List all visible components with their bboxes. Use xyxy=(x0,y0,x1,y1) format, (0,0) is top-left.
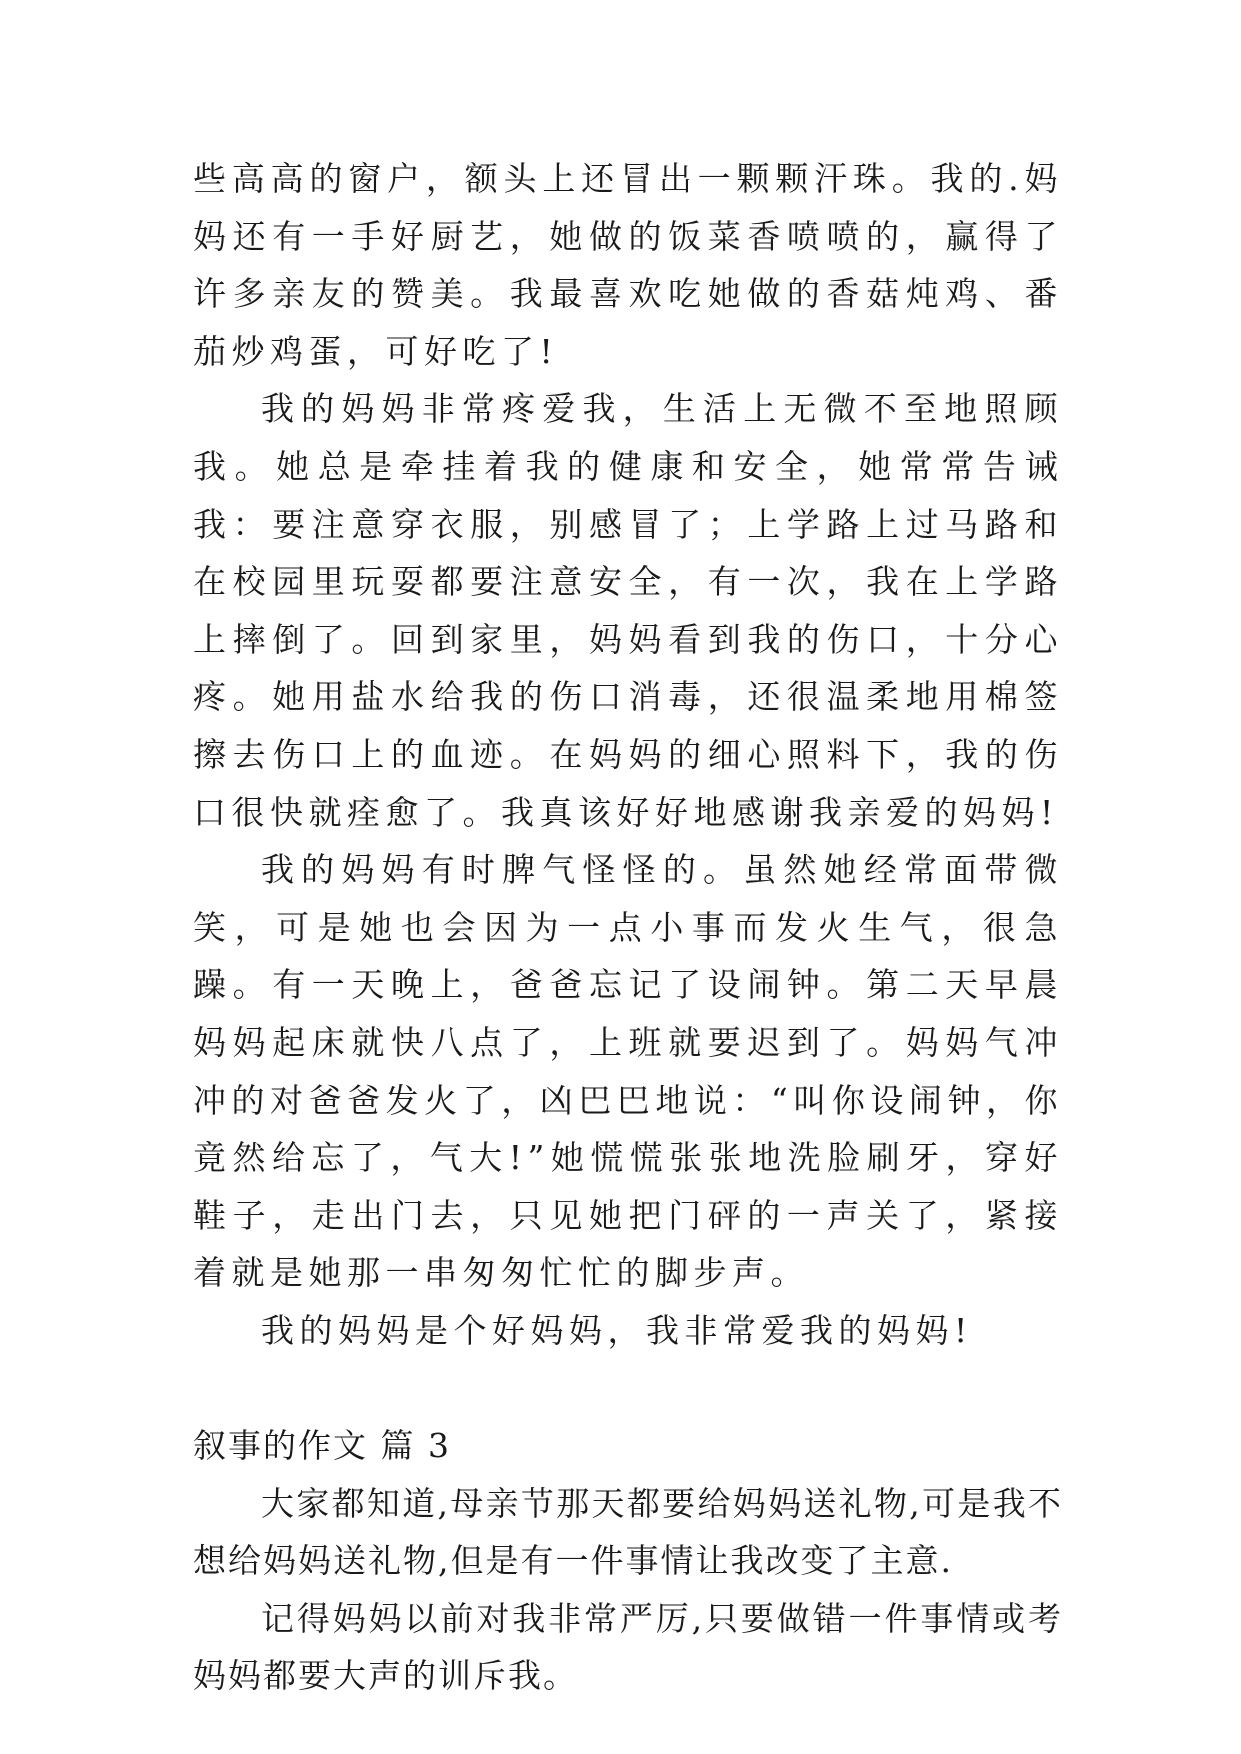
paragraph: 我的妈妈非常疼爱我，生活上无微不至地照顾我。她总是牵挂着我的健康和安全，她常常告诫我：要注意穿衣服，别感冒了；上学路上过马路和在校园里玩耍都要注意安全，有一次，我在上学路上摔倒了。回到家里，妈妈看到我的伤口，十分心疼。她用盐水给我的伤口消毒，还很温柔地用棉签擦去伤口上的血迹。在妈妈的细心照料下，我的伤口很快就痊愈了。我真该好好地感谢我亲爱的妈妈! xyxy=(193,389,1063,832)
paragraph: 大家都知道,母亲节那天都要给妈妈送礼物,可是我不想给妈妈送礼物,但是有一件事情让我改变了主意. xyxy=(193,1483,1063,1581)
document-body xyxy=(193,150,1063,1705)
section-heading: 叙事的作文 篇 3 xyxy=(193,1426,451,1466)
paragraph: 些高高的窗户，额头上还冒出一颗颗汗珠。我的.妈妈还有一手好厨艺，她做的饭菜香喷喷的，赢得了许多亲友的赞美。我最喜欢吃她做的香菇炖鸡、番茄炒鸡蛋，可好吃了! xyxy=(193,159,1063,371)
paragraph: 记得妈妈以前对我非常严厉,只要做错一件事情或考妈妈都要大声的训斥我。 xyxy=(193,1598,1063,1696)
paragraph: 我的妈妈有时脾气怪怪的。虽然她经常面带微笑，可是她也会因为一点小事而发火生气，很急躁。有一天晚上，爸爸忘记了设闹钟。第二天早晨妈妈起床就快八点了，上班就要迟到了。妈妈气冲冲的对爸爸发火了，凶巴巴地说：“叫你设闹钟，你竟然给忘了，气大!”她慌慌张张地洗脸刷牙，穿好鞋子，走出门去，只见她把门砰的一声关了，紧接着就是她那一串匆匆忙忙的脚步声。 xyxy=(193,850,1063,1293)
paragraph: 我的妈妈是个好妈妈，我非常爱我的妈妈! xyxy=(261,1310,973,1350)
